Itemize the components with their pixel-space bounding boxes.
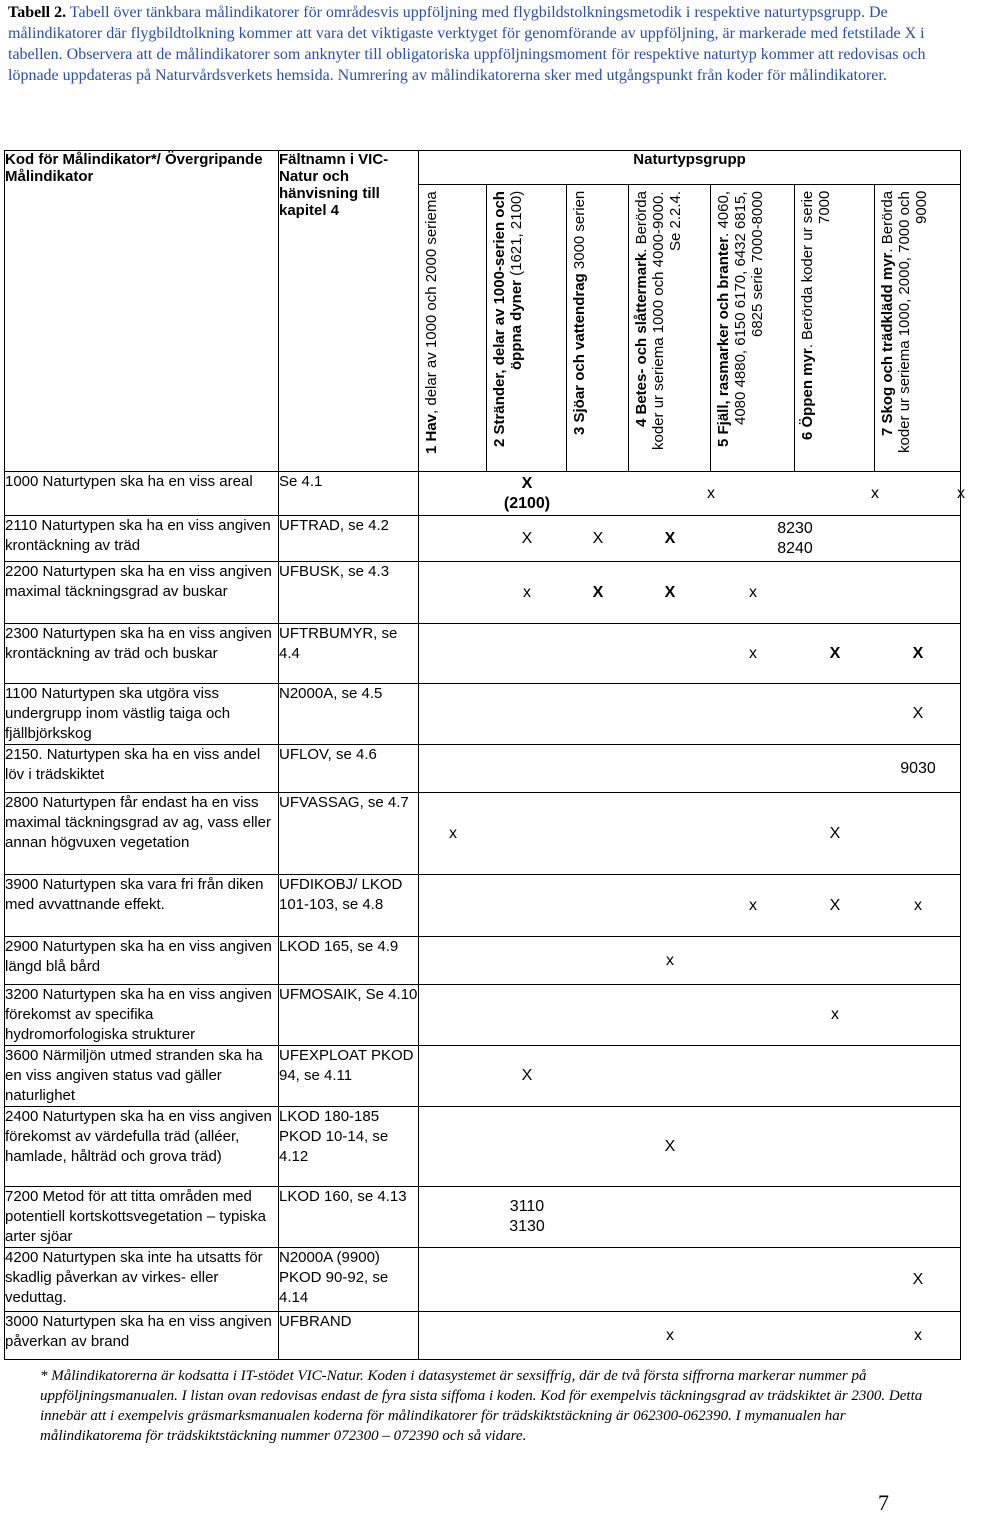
indicator-code-cell: 3200 Naturtypen ska ha en viss angiven förekomst av specifika hydromorfologiska strukturer <box>5 985 279 1046</box>
naturtyp-marks-cell <box>419 472 965 516</box>
header-column-bold: 7 Skog och trädklädd myr <box>879 252 896 436</box>
naturtyp-mark: X <box>664 1137 676 1155</box>
field-name-cell: UFBRAND <box>279 1312 419 1360</box>
header-column-bold: 1 Hav <box>423 413 440 454</box>
header-column-rest: (1621, 2100) <box>508 190 525 280</box>
indicator-code-cell: 2150. Naturtypen ska ha en viss andel löv i trädskiktet <box>5 745 279 793</box>
naturtyp-mark: 3110 3130 <box>509 1198 545 1235</box>
field-name-cell: UFBUSK, se 4.3 <box>279 562 419 624</box>
naturtyp-marks-cell <box>419 624 961 684</box>
naturtyp-mark: x <box>749 896 757 914</box>
header-column-7 <box>875 184 961 471</box>
indicator-code-cell: 3000 Naturtypen ska ha en viss angiven påverkan av brand <box>5 1312 279 1360</box>
header-column-text <box>633 191 684 457</box>
naturtyp-mark: x <box>707 484 715 502</box>
table-row <box>5 937 961 985</box>
naturtyp-marks-cell <box>419 516 961 562</box>
header-column-rest: . Berörda koder ur serie 7000 <box>799 190 833 349</box>
header-naturtypsgrupp: Naturtypsgrupp <box>419 151 961 185</box>
header-column-text <box>423 191 440 457</box>
naturtyp-marks-cell <box>419 875 961 937</box>
naturtyp-marks-cell <box>419 562 961 624</box>
table-row <box>5 745 961 793</box>
table-row <box>5 985 961 1046</box>
table-row <box>5 562 961 624</box>
naturtyp-marks-cell <box>419 684 961 745</box>
table-row <box>5 1107 961 1187</box>
caption-text-2: Observera att de målindikatorer som anknyter till obligatoriska uppföljningsmoment för respektive naturtyp kommer att redovisas och löpnade uppdateras på Naturvårdsverkets hemsida. <box>8 46 926 84</box>
naturtyp-mark: X <box>664 529 676 547</box>
naturtyp-mark: X <box>521 1067 533 1084</box>
field-name-cell: LKOD 180-185 PKOD 10-14, se 4.12 <box>279 1107 419 1187</box>
naturtyp-mark: 8230 8240 <box>777 519 813 557</box>
header-column-text <box>571 191 588 457</box>
header-column-bold: 3 Sjöar och vattendrag <box>571 273 588 435</box>
naturtyp-mark: X <box>829 896 841 914</box>
page-number: 7 <box>878 1490 889 1515</box>
table-row <box>5 875 961 937</box>
header-column-bold: 6 Öppen myr <box>799 348 816 440</box>
caption-text-3: Numrering av målindikatorerna sker med utgångspunkt från koder för målindikatorer. <box>333 67 887 84</box>
header-column-rest: , delar av 1000 och 2000 seriema <box>423 190 440 414</box>
indicator-code-cell: 2900 Naturtypen ska ha en viss angiven längd blå bård <box>5 937 279 985</box>
naturtyp-marks-cell <box>419 937 961 985</box>
table-row <box>5 472 961 516</box>
footnote: * Målindikatorerna är kodsatta i IT-stödet VIC-Natur. Koden i datasystemet är sexsiffrig, där de två första siffrorna markerar nummer på uppföljningsmanualen. I listan ovan redovisas endast de fyra sista siffoma i koden. Kod för exempelvis täckningsgrad av trädskiktet är 2300. Detta innebär att i exempelvis gräsmarksmanualen koderna för målindikatorer för trädskiktstäckning är 062300-062390. I mymanualen har målindikatorema för trädskiktstäckning nummer 072300 – 072390 och så vidare. <box>40 1368 923 1444</box>
naturtyp-mark: x <box>957 484 965 502</box>
naturtyp-mark: X <box>912 705 924 722</box>
field-name-cell: UFVASSAG, se 4.7 <box>279 793 419 875</box>
header-column-bold: 4 Betes- och slåttermark <box>633 252 650 427</box>
table-row <box>5 793 961 875</box>
naturtyp-mark: x <box>914 896 922 914</box>
header-column-rest: . Berörda koder ur seriema 1000 och 4000-9000. Se 2.2.4. <box>633 190 684 450</box>
header-column-5 <box>711 184 795 471</box>
header-column-text <box>715 191 766 457</box>
header-column-text <box>879 191 930 457</box>
field-name-cell: LKOD 160, se 4.13 <box>279 1187 419 1248</box>
indicator-code-cell: 2800 Naturtypen får endast ha en viss maximal täckningsgrad av ag, vass eller annan högvuxen vegetation <box>5 793 279 875</box>
indicator-code-cell: 2300 Naturtypen ska ha en viss angiven krontäckning av träd och buskar <box>5 624 279 684</box>
naturtyp-mark: x <box>666 951 674 969</box>
header-column-bold: 2 Stränder, delar av 1000-serien och öppna dyner <box>491 190 525 447</box>
header-column-text <box>491 191 525 457</box>
indicator-code-cell: 2110 Naturtypen ska ha en viss angiven krontäckning av träd <box>5 516 279 562</box>
header-column-text <box>799 191 833 457</box>
table-caption <box>8 2 953 86</box>
naturtyp-mark: x <box>666 1326 674 1344</box>
header-faltnamn: Fältnamn i VIC-Natur och hänvisning till kapitel 4 <box>279 151 419 472</box>
indicator-code-cell: 1100 Naturtypen ska utgöra viss undergrupp inom västlig taiga och fjällbjörkskog <box>5 684 279 745</box>
table-row <box>5 1248 961 1312</box>
naturtyp-marks-cell <box>419 793 961 875</box>
naturtyp-mark: X <box>912 644 924 662</box>
naturtyp-mark: X (2100) <box>503 474 551 512</box>
naturtyp-mark: x <box>749 644 757 662</box>
table-row <box>5 1046 961 1107</box>
header-column-2 <box>487 184 567 471</box>
header-column-1 <box>419 184 487 471</box>
indicator-code-cell: 4200 Naturtypen ska inte ha utsatts för skadlig påverkan av virkes- eller veduttag. <box>5 1248 279 1312</box>
naturtyp-mark: x <box>449 824 457 842</box>
indicator-code-cell: 7200 Metod för att titta områden med potentiell kortskottsvegetation – typiska arter sjöar <box>5 1187 279 1248</box>
field-name-cell: UFDIKOBJ/ LKOD 101-103, se 4.8 <box>279 875 419 937</box>
field-name-cell: N2000A (9900) PKOD 90-92, se 4.14 <box>279 1248 419 1312</box>
naturtyp-mark: X <box>829 644 841 662</box>
caption-text-1: Tabell över tänkbara målindikatorer för områdesvis uppföljning med flygbildstolkningsmetodik i respektive naturtypsgrupp. De målindikatorer där flygbildtolkning kommer att vara det viktigaste verktyget för genomförande av uppföljning, är markerade med fetstilade X i tabellen. <box>8 4 925 63</box>
indicator-table <box>4 150 965 1360</box>
field-name-cell: UFMOSAIK, Se 4.10 <box>279 985 419 1046</box>
field-name-cell: UFEXPLOAT PKOD 94, se 4.11 <box>279 1046 419 1107</box>
header-column-rest: 3000 serien <box>571 190 588 274</box>
naturtyp-mark: X <box>664 583 676 601</box>
naturtyp-mark: x <box>831 1006 839 1023</box>
naturtyp-mark: x <box>523 583 531 601</box>
naturtyp-mark: X <box>912 1270 924 1288</box>
naturtyp-marks-cell <box>419 1312 961 1360</box>
naturtyp-mark: X <box>592 529 604 547</box>
field-name-cell: UFTRBUMYR, se 4.4 <box>279 624 419 684</box>
header-column-rest: . 4060, 4080 4880, 6150 6170, 6432 6815, 6825 serie 7000-8000 <box>715 190 766 425</box>
header-column-3 <box>567 184 629 471</box>
naturtyp-mark: X <box>521 529 533 547</box>
indicator-code-cell: 3900 Naturtypen ska vara fri från diken med avvattnande effekt. <box>5 875 279 937</box>
field-name-cell: LKOD 165, se 4.9 <box>279 937 419 985</box>
indicator-code-cell: 2200 Naturtypen ska ha en viss angiven maximal täckningsgrad av buskar <box>5 562 279 624</box>
table-row <box>5 1187 961 1248</box>
naturtyp-marks-cell <box>419 1046 961 1107</box>
naturtyp-marks-cell <box>419 1248 961 1312</box>
field-name-cell: UFTRAD, se 4.2 <box>279 516 419 562</box>
indicator-code-cell: 1000 Naturtypen ska ha en viss areal <box>5 472 279 516</box>
indicator-code-cell: 2400 Naturtypen ska ha en viss angiven förekomst av värdefulla träd (alléer, hamlade, hålträd och grova träd) <box>5 1107 279 1187</box>
naturtyp-mark: x <box>749 583 757 601</box>
table-row <box>5 624 961 684</box>
header-kod: Kod för Målindikator*/ Övergripande Målindikator <box>5 151 279 472</box>
naturtyp-mark: 9030 <box>900 759 936 777</box>
caption-label: Tabell 2. <box>8 4 67 21</box>
naturtyp-mark: x <box>871 484 879 502</box>
naturtyp-marks-cell <box>419 985 961 1046</box>
indicator-code-cell: 3600 Närmiljön utmed stranden ska ha en viss angiven status vad gäller naturlighet <box>5 1046 279 1107</box>
header-column-6 <box>795 184 875 471</box>
header-column-rest: . Berörda koder ur seriema 1000, 2000, 7000 och 9000 <box>879 190 930 453</box>
field-name-cell: N2000A, se 4.5 <box>279 684 419 745</box>
table-row <box>5 684 961 745</box>
naturtyp-mark: X <box>829 824 841 842</box>
header-column-4 <box>629 184 711 471</box>
header-column-bold: 5 Fjäll, rasmarker och branter <box>715 236 732 447</box>
table-row <box>5 1312 961 1360</box>
table-row <box>5 516 961 562</box>
naturtyp-marks-cell <box>419 1107 961 1187</box>
naturtyp-mark: X <box>592 583 604 601</box>
naturtyp-marks-cell <box>419 1187 961 1248</box>
naturtyp-mark: x <box>914 1326 922 1344</box>
field-name-cell: Se 4.1 <box>279 472 419 516</box>
field-name-cell: UFLOV, se 4.6 <box>279 745 419 793</box>
naturtyp-marks-cell <box>419 745 961 793</box>
